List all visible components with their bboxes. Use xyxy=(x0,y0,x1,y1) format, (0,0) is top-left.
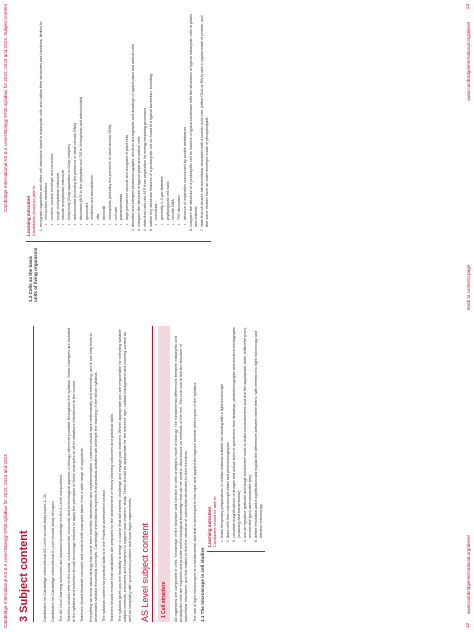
paragraph: Candidates for Cambridge International AS Level should study topics 1–11. xyxy=(42,492,47,622)
subsection-heading: 1.2 Cells as the basic units of living organisms xyxy=(28,247,38,302)
page-number-right: 13 xyxy=(466,4,471,10)
as-heading-rule xyxy=(152,326,153,622)
paragraph: Teachers should ensure that candidates are prepared for the assessment of theory learning outcomes and practical skills. xyxy=(108,413,114,622)
learning-outcomes-subheading: Candidates should be able to: xyxy=(211,495,217,547)
paragraph: Everything we know about biology has come from scientific observation and experimentation. Learners should work methodically and interesting, and it can help them to understand abstract theoretical concepts. Cambridge International expects that practical activities will underpin the teaching of the whole syllabus. xyxy=(87,332,98,622)
bullet-item: • centrioles and microtubules xyxy=(90,12,95,220)
right-content xyxy=(26,12,211,302)
left-content xyxy=(18,326,265,622)
bullet-item: • mitochondria (including the presence of small circular DNA) xyxy=(73,12,78,220)
outcome-item: 4. state that cells use ATP from respiration for energy-requiring processes xyxy=(143,12,148,227)
learning-outcomes-heading: Learning outcomes xyxy=(26,195,31,236)
bullet-item: • absence of organelles surrounded by double membranes xyxy=(183,12,188,220)
outcomes-spacer xyxy=(207,552,265,622)
bullet-item: • 70S ribosomes xyxy=(177,12,182,220)
outcome-item xyxy=(39,12,130,227)
topic-intro: All organisms are composed of cells. Knowledge of the structure and function of cells underpins much of biology. The fundamental differences between eukaryotic and prokaryotic cells are explored and provide useful biological knowledge that can be used in discussions on methods of the cell. This unit now to link the structure of subcellular structures, and this makes to link the structure of subcellular structures to their functions. xyxy=(173,336,189,622)
bullet-item: • ribosomes (80S in the cytoplasm and 70S in chloroplasts and mitochondria) xyxy=(79,12,84,220)
outcome-item: 2. draw cells from microscope slides and photomicrographs xyxy=(226,326,231,538)
paragraph: Teachers should illustrate concepts and content with examples taken from a wide range of organisms. xyxy=(79,447,85,622)
outcome-item: 4. use an eyepiece graticule and stage micrometer scale to make measurements and use the appropriate units, millimetre (mm), micrometre (μm) and nanometre (nm) xyxy=(243,326,253,538)
outcomes-list xyxy=(39,12,210,236)
paragraph: The syllabus gives you the flexibility to design a course that will interest, challenge and engage your learners. Where appropriate you are responsible for selecting suitable subject contexts, resources and examples to support your learners' study. These should be appropriate for the learners' age, cultural background and learning context as well as complying with your school policies and local legal requirements. xyxy=(116,329,133,622)
footer-url-left[interactable]: www.cambridgeinternational.org/alevel xyxy=(466,535,471,614)
bullet-item: • rough endoplasmic reticulum xyxy=(56,12,61,220)
topic-bar: 1 Cell structure xyxy=(158,326,170,622)
footer-url-right[interactable]: www.cambridgeinternational.org/alevel xyxy=(466,22,471,101)
outcome-item: 6. compare the structure of a prokaryotic cell as found in a typical bacterium with the structures of typical eukaryotic cells in plants and animals xyxy=(189,12,199,227)
learning-outcomes-subheading: Candidates should be able to: xyxy=(31,184,36,236)
outcome-item: 7. state that all viruses are noncellular structures with a nucleic acid core (either DNA or RNA) and a capsid made of protein, and that some viruses have an outer envelope made of phospholipids xyxy=(200,12,210,227)
outcome-text: outline key structural features of a prokaryotic cell as found in a typical bacterium, including: xyxy=(148,73,153,227)
topic-intro: The use of light microscopes is a fundamental skill that is developed in this topic and applied throughout several other topics of the syllabus. xyxy=(191,381,197,622)
subsection-heading: 1.1 The microscope in cell studies xyxy=(199,547,205,622)
bullet-item: • chloroplasts (including the presence of small circular DNA) xyxy=(108,12,113,220)
bullet-item: • cilia xyxy=(96,12,101,220)
outcome-text: recognise organelles and other cell structures found in eukaryotic cells and outline their structures and functions, limited to: xyxy=(39,21,43,227)
left-page xyxy=(0,316,474,632)
outcome-item: 3. calculate magnifications of images and actual sizes of specimens from drawings, photomicrographs and electron micrographs (scanning and transmission) xyxy=(232,326,242,538)
outcome-item: 5. define resolution and magnification and explain the differences between these terms, with reference to light microscopy and electron microscopy xyxy=(254,326,264,538)
running-head-left: Cambridge International AS & A Level Biology 9700 syllabus for 2022, 2023 and 2024. xyxy=(3,453,8,628)
bullet-item: • large permanent vacuole and tonoplast of plant cells xyxy=(125,12,130,220)
bullet-item: • smooth endoplasmic reticulum xyxy=(61,12,66,220)
prokaryote-feature-list xyxy=(154,12,188,227)
outcome-item xyxy=(149,12,188,227)
bullet-item: • nucleus, nuclear envelope and nucleolus xyxy=(50,12,55,220)
as-level-heading: AS Level subject content xyxy=(140,522,151,622)
bullet-item: • cell surface membrane xyxy=(44,12,49,220)
bullet-item: • cell wall xyxy=(114,12,119,220)
outcome-item: 3. compare the structure of typical plant and animal cells xyxy=(137,12,142,227)
subsection-column xyxy=(26,242,211,302)
page-number-left: 12 xyxy=(466,622,471,628)
running-head-right: Cambridge International AS & A Level Biology 9700 syllabus for 2022, 2023 and 2024. Subject content xyxy=(3,4,8,212)
outcomes-list xyxy=(220,326,264,547)
organelle-list xyxy=(44,12,130,227)
paragraph: The syllabus content for practical skills is in the Practical assessment section. xyxy=(100,488,106,622)
section-title: 3 Subject content xyxy=(18,530,30,622)
outcomes-column xyxy=(26,12,211,242)
bullet-item: • lysosomes xyxy=(85,12,90,220)
bullet-item: • unicellular xyxy=(154,12,159,220)
outcomes-block xyxy=(207,326,265,622)
outcome-item: 2. describe and interpret photomicrographs, electron micrographs and drawings of typical plant and animal cells xyxy=(131,12,136,227)
paragraph: Teachers should refer to the social, environmental, economic and technological aspects of biology wherever possible throughout the syllabus. Some examples are included in the syllabus and teachers should encourage learners to apply the principles of these examples to other situations introduced in the course. xyxy=(66,327,77,622)
bullet-item: • peptidoglycan cell walls xyxy=(166,12,171,220)
bullet-item: • generally 1–5 μm diameter xyxy=(160,12,165,220)
paragraph: Candidates for Cambridge International A Level should study all topics. xyxy=(50,500,56,622)
learning-outcomes-heading: Learning outcomes xyxy=(206,506,212,547)
title-rule xyxy=(33,326,34,622)
paragraph: The AS Level learning outcomes are assumed knowledge for the A Level components. xyxy=(58,473,64,622)
back-to-contents-link[interactable]: Back to contents page xyxy=(466,264,471,310)
outcome-item: 1. make temporary preparations of cellular material suitable for viewing with a light microscope xyxy=(220,326,225,538)
bullet-item: • circular DNA xyxy=(171,12,176,220)
outcomes-column xyxy=(207,326,265,552)
bullet-item: • Golgi body (Golgi apparatus or Golgi complex) xyxy=(67,12,72,220)
bullet-item: • microvilli xyxy=(102,12,107,220)
bullet-item: • plasmodesmata xyxy=(119,12,124,220)
